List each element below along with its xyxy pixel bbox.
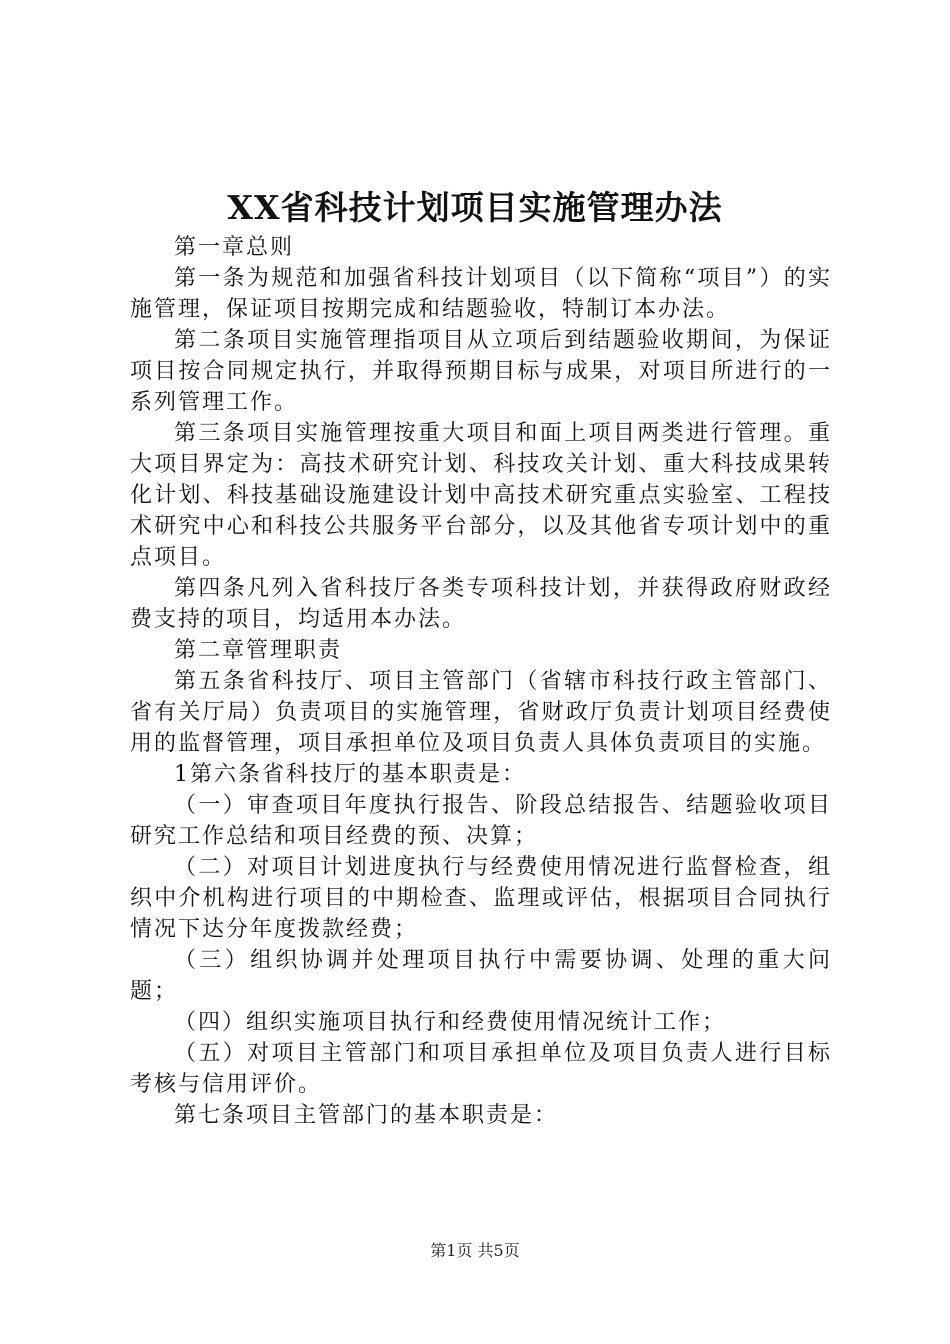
article-paragraph: 第三条项目实施管理按重大项目和面上项目两类进行管理。重大项目界定为：高技术研究计划、科技攻关计划、重大科技成果转化计划、科技基础设施建设计划中高技术研究重点实验室、工程技术研究中心和科技公共服务平台部分，以及其他省专项计划中的重点项目。 [130, 421, 832, 570]
article-paragraph: 1第六条省科技厅的基本职责是： [174, 762, 526, 787]
list-item-paragraph: （三）组织协调并处理项目执行中需要协调、处理的重大问题； [130, 948, 832, 1004]
chapter-heading: 第一章总则 [174, 235, 295, 260]
document-body [130, 232, 832, 1131]
list-item-paragraph: （五）对项目主管部门和项目承担单位及项目负责人进行目标考核与信用评价。 [130, 1041, 832, 1097]
article-paragraph: 第一条为规范和加强省科技计划项目（以下简称“项目”）的实施管理，保证项目按期完成和结题验收，特制订本办法。 [130, 266, 832, 322]
chapter-heading: 第二章管理职责 [174, 638, 343, 663]
list-item-paragraph: （一）审查项目年度执行报告、阶段总结报告、结题验收项目研究工作总结和项目经费的预、决算； [130, 793, 832, 849]
article-paragraph: 第二条项目实施管理指项目从立项后到结题验收期间，为保证项目按合同规定执行，并取得预期目标与成果，对项目所进行的一系列管理工作。 [130, 328, 832, 415]
article-paragraph: 第五条省科技厅、项目主管部门（省辖市科技行政主管部门、省有关厅局）负责项目的实施管理，省财政厅负责计划项目经费使用的监督管理，项目承担单位及项目负责人具体负责项目的实施。 [130, 669, 832, 756]
page-footer: 第1页 共5页 [430, 1241, 520, 1260]
article-paragraph: 第七条项目主管部门的基本职责是： [174, 1103, 559, 1128]
list-item-paragraph: （四）组织实施项目执行和经费使用情况统计工作； [174, 1010, 727, 1035]
list-item-paragraph: （二）对项目计划进度执行与经费使用情况进行监督检查，组织中介机构进行项目的中期检查、监理或评估，根据项目合同执行情况下达分年度拨款经费； [130, 855, 832, 942]
article-paragraph: 第四条凡列入省科技厅各类专项科技计划，并获得政府财政经费支持的项目，均适用本办法。 [130, 576, 832, 632]
document-title: XX省科技计划项目实施管理办法 [227, 188, 723, 227]
